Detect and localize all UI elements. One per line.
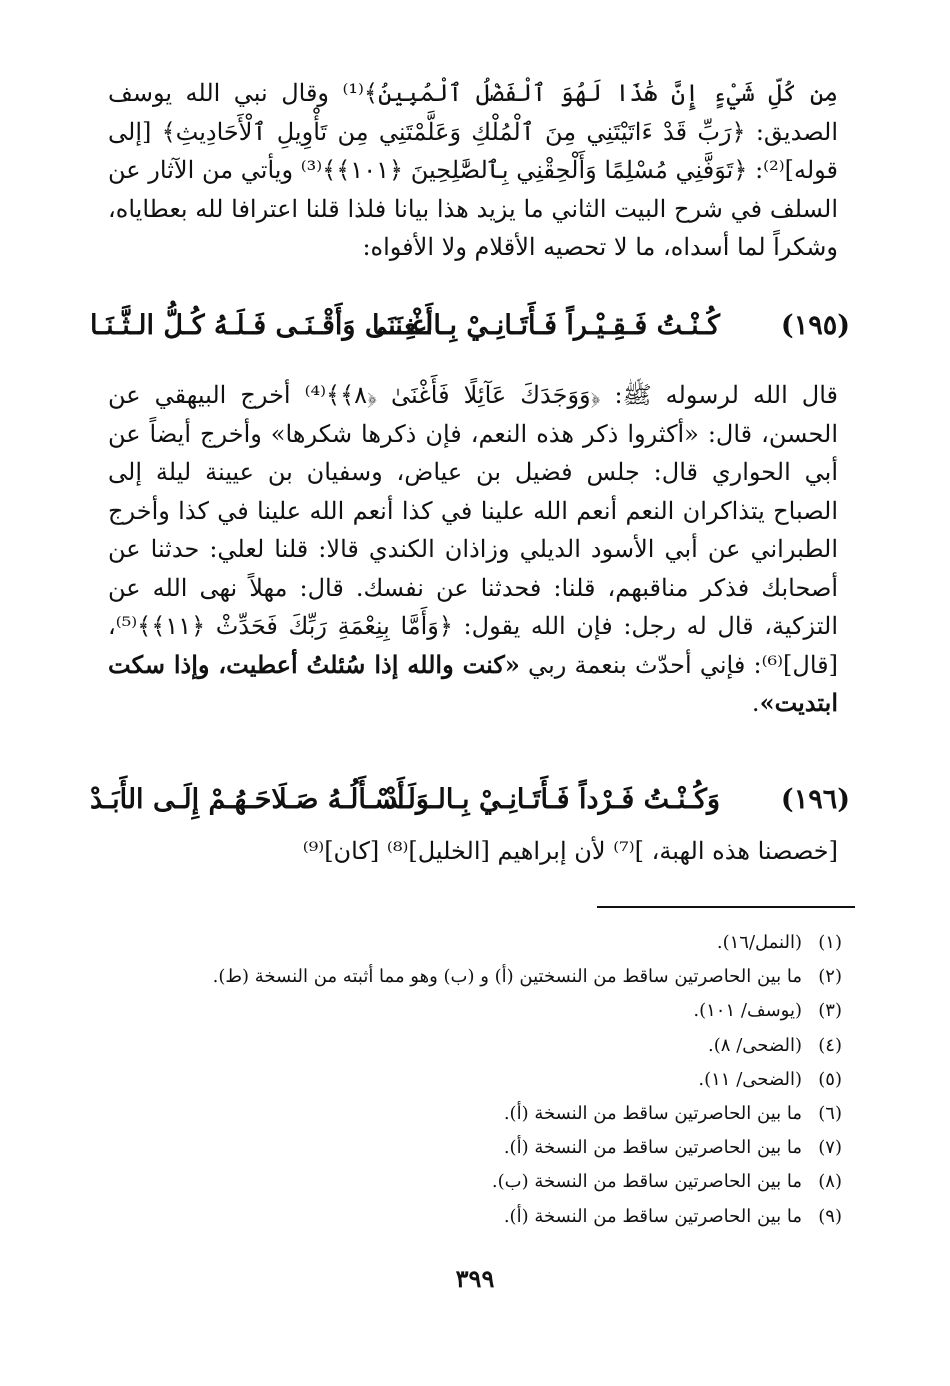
footnote-number: (٣) <box>818 1000 842 1022</box>
footnote-text: ما بين الحاصرتين ساقط من النسخة (أ). <box>503 1137 802 1159</box>
footnote-item <box>102 926 842 960</box>
footnote-item <box>102 960 842 994</box>
footnote-number: (٤) <box>818 1034 842 1056</box>
commentary-tail: . <box>751 689 760 717</box>
footnote-text: ما بين الحاصرتين ساقط من النسخة (أ). <box>503 1103 802 1125</box>
footnote-text: ما بين الحاصرتين ساقط من النسختين (أ) و (ب) وهو مما أثبته من النسخة (ط). <box>212 966 802 988</box>
footnote-separator <box>597 906 855 908</box>
footnote-item <box>102 1097 842 1131</box>
footnote-item <box>102 1131 842 1165</box>
footnote-item <box>102 994 842 1028</box>
verse-number: (١٩٥) <box>780 310 850 341</box>
footnote-number: (٥) <box>818 1068 842 1090</box>
footnote-number: (١) <box>818 932 842 953</box>
footnote-number: (٢) <box>818 966 842 988</box>
footnote-item <box>102 1165 842 1199</box>
commentary-text: قال الله لرسوله ﷺ: ﴿وَوَجَدَكَ عَآئِلًا فَأَغْنَىٰ ﴿٨﴾﴾⁽⁴⁾ أخرج البيهقي عن الحسن، قال: «أكثروا ذكر هذه النعم، فإن ذكرها شكرها» وأخرج أيضاً عن أبي الحواري قال: جلس فضيل بن عياض، وسفيان بن عيينة ليلة إلى الصباح يتذاكران النعم أنعم الله علينا في كذا أنعم الله علينا في كذا وأخرج الطبراني عن أبي الأسود الديلي وزاذان الكندي قالا: قلنا لعلي: حدثنا عن أصحابك فذكر مناقبهم، قلنا: فحدثنا عن نفسك. قال: مهلاً نهى الله عن التزكية، قال له رجل: فإن الله يقول: ﴿وَأَمَّا بِنِعْمَةِ رَبِّكَ فَحَدِّثْ ﴿١١﴾﴾⁽⁵⁾، [قال]⁽⁶⁾: فإني أحدّث بنعمة ربي <box>108 381 838 679</box>
verse-first-hemistich: كُـنْـتُ فَـقِـيْـراً فَـأَتَـانِـيْ بِـالـغِـنَـا <box>371 310 720 341</box>
footnote-text: (الضحى/ ٨). <box>708 1034 802 1056</box>
footnote-text: ما بين الحاصرتين ساقط من النسخة (ب). <box>491 1171 802 1193</box>
bold-quote: «كنت والله إذا سُئلتُ أعطيت، وإذا سكت ابتديت» <box>108 649 838 717</box>
poem-verse-196 <box>90 780 850 830</box>
footnote-text: (الضحى/ ١١). <box>698 1068 802 1090</box>
footnotes-list <box>102 926 842 1234</box>
poem-verse-195 <box>90 306 850 356</box>
commentary-paragraph-196: [خصصنا هذه الهبة، ]⁽⁷⁾ لأن إبراهيم [الخليل]⁽⁸⁾ [كان]⁽⁹⁾ <box>302 837 838 865</box>
footnote-item <box>102 1200 842 1234</box>
footnote-item <box>102 1029 842 1063</box>
page-number: ٣٩٩ <box>455 1264 495 1293</box>
footnote-number: (٨) <box>818 1171 842 1193</box>
footnote-text: (النمل/١٦). <box>716 932 802 953</box>
verse-number: (١٩٦) <box>780 784 850 815</box>
commentary-paragraph-195 <box>108 376 838 723</box>
footnote-item <box>102 1063 842 1097</box>
verse-second-hemistich: أَغْـنَـى وَأَقْـنَـى فَـلَـهُ كُـلُّ الـثَّـنَـا <box>90 310 433 341</box>
footnote-number: (٩) <box>818 1205 842 1227</box>
verse-first-hemistich: وَكُـنْـتُ فَـرْداً فَـأَتَـانِـيْ بِـالـوَلَـدْ <box>385 784 720 815</box>
footnote-number: (٧) <box>818 1137 842 1159</box>
footnote-text: ما بين الحاصرتين ساقط من النسخة (أ). <box>503 1205 802 1227</box>
intro-paragraph: مِن كُلِّ شَيْءٍ إِنَّ هَٰذَا لَهُوَ ٱلْفَضْلُ ٱلْمُبِينُ﴾⁽¹⁾ وقال نبي الله يوسف الصديق: ﴿رَبِّ قَدْ ءَاتَيْتَنِي مِنَ ٱلْمُلْكِ وَعَلَّمْتَنِي مِن تَأْوِيلِ ٱلْأَحَادِيثِ﴾ [إلى قوله]⁽²⁾: ﴿تَوَفَّنِي مُسْلِمًا وَأَلْحِقْنِي بِٱلصَّٰلِحِينَ ﴿١٠١﴾﴾⁽³⁾ ويأتي من الآثار عن السلف في شرح البيت الثاني ما يزيد هذا بيانا فلذا قلنا اعترافا لله بعطاياه، وشكراً لما أسداه، ما لا تحصيه الأقلام ولا الأفواه: <box>108 79 839 261</box>
verse-second-hemistich: أَسْـأَلُـهُ صَـلَاحَـهُـمْ إِلَـى الأَبَـدْ <box>90 784 405 815</box>
footnote-number: (٦) <box>818 1103 842 1125</box>
footnote-text: (يوسف/ ١٠١). <box>693 1000 802 1022</box>
